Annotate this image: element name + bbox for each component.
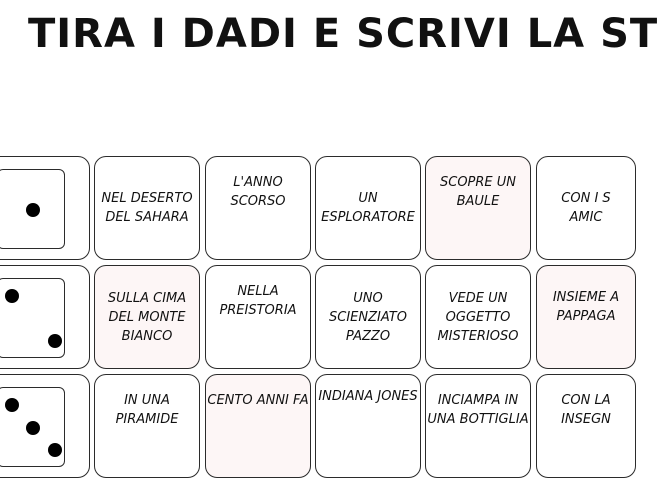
story-cell-place bbox=[94, 374, 200, 478]
cell-line: BAULE bbox=[456, 194, 500, 209]
cell-line: INDIANA JONES bbox=[318, 389, 418, 404]
cell-line: OGGETTO bbox=[445, 309, 511, 325]
die-cell bbox=[0, 156, 90, 260]
cell-line: SCORSO bbox=[230, 194, 286, 209]
story-cell-action bbox=[425, 374, 531, 478]
cell-line: DEL MONTE bbox=[108, 309, 186, 325]
story-cell-time bbox=[205, 374, 311, 478]
cell-line: ESPLORATORE bbox=[321, 210, 415, 225]
story-cell-company bbox=[536, 265, 636, 369]
die-cell bbox=[0, 374, 90, 478]
story-cell-character bbox=[315, 374, 421, 478]
cell-line: VEDE UN bbox=[448, 290, 508, 306]
cell-line: INCIAMPA IN bbox=[437, 393, 519, 408]
story-cell-time bbox=[205, 156, 311, 260]
cell-line: NEL DESERTO bbox=[101, 191, 193, 206]
die-face-1-icon bbox=[0, 169, 65, 249]
cell-line: BIANCO bbox=[121, 328, 173, 344]
cell-line: DEL SAHARA bbox=[105, 210, 189, 225]
cell-line: CENTO ANNI FA bbox=[207, 393, 309, 408]
story-cell-place bbox=[94, 156, 200, 260]
story-cell-place bbox=[94, 265, 200, 369]
cell-line: PAPPAGA bbox=[556, 309, 616, 324]
cell-line: PAZZO bbox=[345, 328, 391, 344]
cell-line: PREISTORIA bbox=[219, 303, 297, 318]
die-face-3-icon bbox=[0, 387, 65, 467]
story-cell-action bbox=[425, 156, 531, 260]
cell-line: UNO bbox=[353, 290, 383, 306]
cell-line: UN bbox=[358, 191, 378, 206]
story-cell-action bbox=[425, 265, 531, 369]
story-cell-time bbox=[205, 265, 311, 369]
page-title: TIRA I DADI E SCRIVI LA ST bbox=[28, 11, 658, 57]
cell-line: AMIC bbox=[569, 210, 603, 225]
cell-line: SCIENZIATO bbox=[329, 309, 407, 325]
story-cell-character bbox=[315, 265, 421, 369]
cell-line: L'ANNO bbox=[233, 175, 283, 190]
cell-line: SCOPRE UN bbox=[439, 175, 517, 190]
die-face-2-icon bbox=[0, 278, 65, 358]
cell-line: PIRAMIDE bbox=[115, 412, 179, 427]
story-cell-company bbox=[536, 156, 636, 260]
cell-line: CON LA bbox=[561, 393, 611, 408]
cell-line: SULLA CIMA bbox=[107, 290, 187, 306]
cell-line: INSEGN bbox=[561, 412, 611, 427]
cell-line: INSIEME A bbox=[552, 290, 620, 305]
story-cell-company bbox=[536, 374, 636, 478]
cell-line: MISTERIOSO bbox=[437, 328, 519, 344]
story-cell-character bbox=[315, 156, 421, 260]
cell-line: CON I S bbox=[561, 191, 611, 206]
die-cell bbox=[0, 265, 90, 369]
cell-line: UNA BOTTIGLIA bbox=[427, 412, 529, 427]
cell-line: IN UNA bbox=[124, 393, 170, 408]
cell-line: NELLA bbox=[237, 284, 279, 299]
